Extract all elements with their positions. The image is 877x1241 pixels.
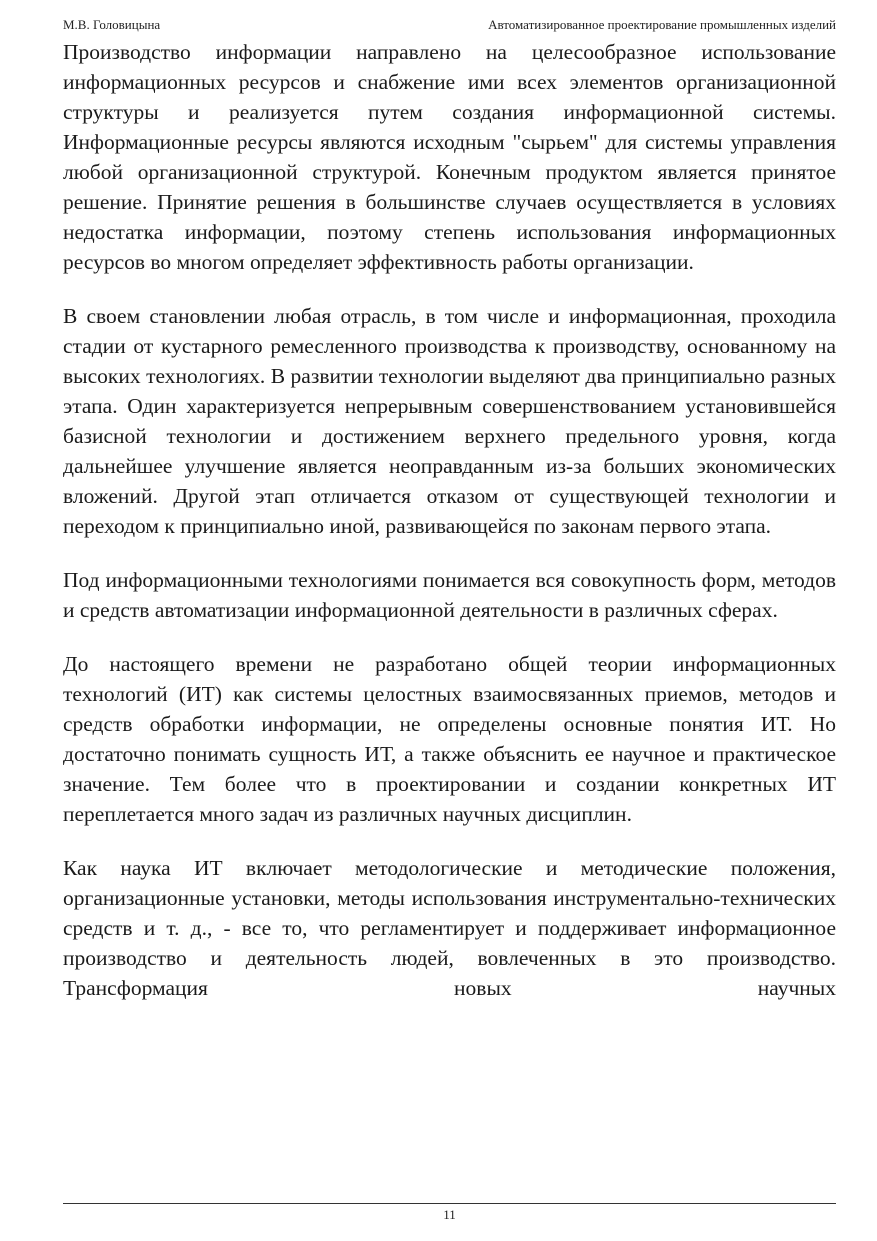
paragraph-information-production: Производство информации направлено на целесообразное использование информационных ресурсов и снабжение ими всех элементов организационной структуры и реализуется путем создания информационной системы. Информационные ресурсы являются исходным "сырьем" для системы управления любой организационной структурой. Конечным продуктом является принятое решение. Принятие решения в большинстве случаев осуществляется в условиях недостатка информации, поэтому степень использования информационных ресурсов во многом определяет эффективность работы организации.	[63, 40, 836, 274]
paragraph-it-as-science: Как наука ИТ включает методологические и методические положения, организационные установки, методы использования инструментально-технических средств и т. д., - все то, что регламентирует и поддерживает информационное производство и деятельность людей, вовлеченных в это производство. Трансформация новых научных	[63, 856, 836, 1000]
footer-divider	[63, 1203, 836, 1204]
paragraph-technology-stages: В своем становлении любая отрасль, в том числе и информационная, проходила стадии от кустарного ремесленного производства к производству, основанному на высоких технологиях. В развитии технологии выделяют два принципиально разных этапа. Один характеризуется непрерывным совершенствованием установившейся базисной технологии и достижением верхнего предельного уровня, когда дальнейшее улучшение является неоправданным из-за больших экономических вложений. Другой этап отличается отказом от существующей технологии и переходом к принципиально иной, развивающейся по законам первого этапа.	[63, 304, 836, 538]
header-author: М.В. Головицына	[63, 17, 161, 32]
body-text	[63, 37, 836, 1027]
running-header	[63, 16, 836, 34]
paragraph-it-definition: Под информационными технологиями понимается вся совокупность форм, методов и средств автоматизации информационной деятельности в различных сферах.	[63, 568, 836, 622]
page-number: 11	[443, 1207, 456, 1222]
paragraph-it-theory: До настоящего времени не разработано общей теории информационных технологий (ИТ) как системы целостных взаимосвязанных приемов, методов и средств обработки информации, не определены основные понятия ИТ. Но достаточно понимать сущность ИТ, а также объяснить ее научное и практическое значение. Тем более что в проектировании и создании конкретных ИТ переплетается много задач из различных научных дисциплин.	[63, 652, 836, 826]
header-title: Автоматизированное проектирование промышленных изделий	[488, 17, 836, 32]
